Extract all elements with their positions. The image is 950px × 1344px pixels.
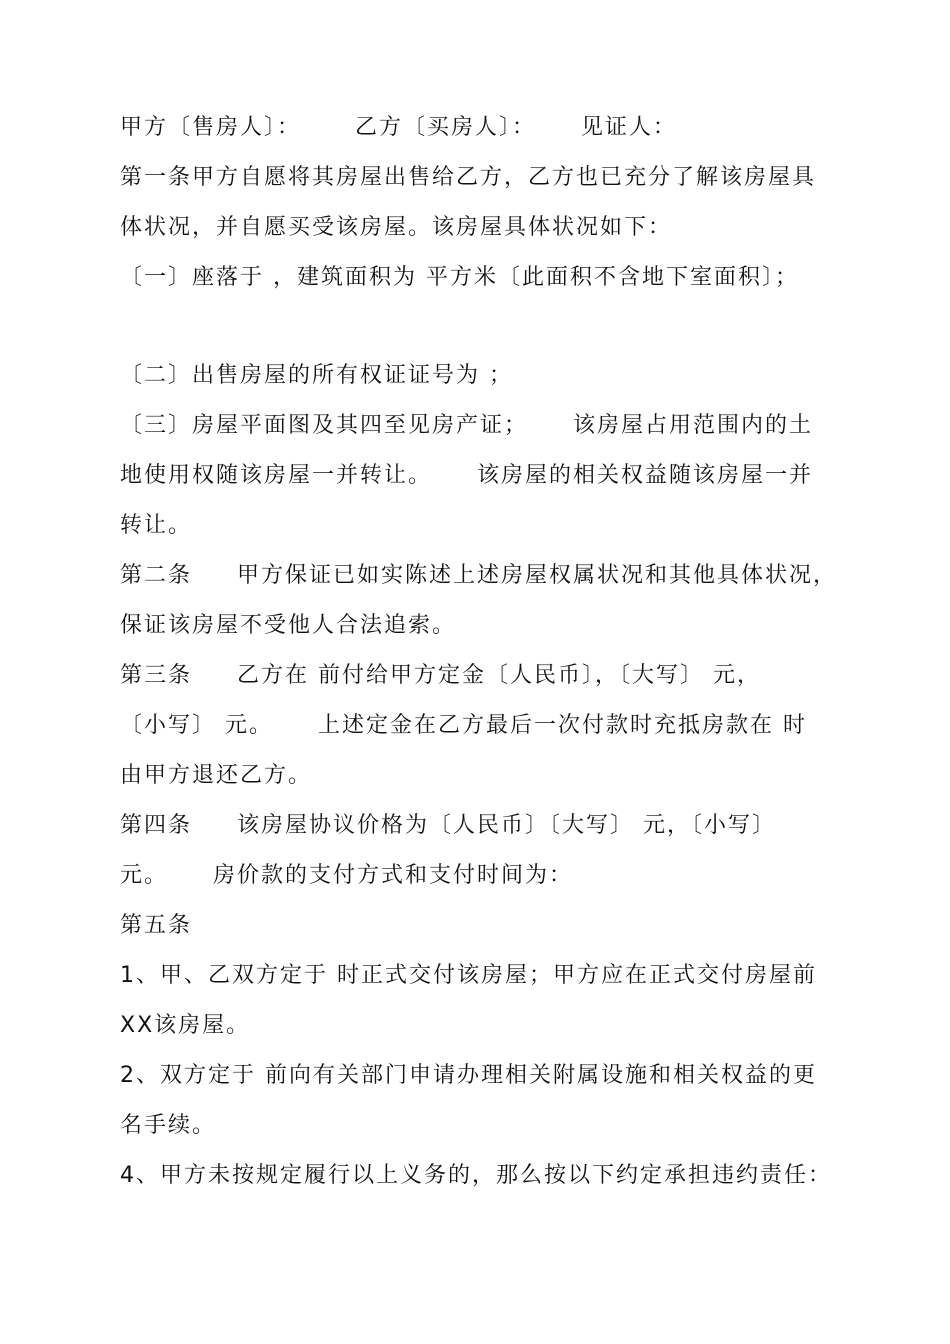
text-line: 转让。 <box>120 513 193 538</box>
text-line: 第五条 <box>120 913 193 938</box>
text-line: 〔二〕出售房屋的所有权证证号为 ； <box>120 363 513 388</box>
text-line: 体状况，并自愿买受该房屋。该房屋具体状况如下： <box>120 215 673 240</box>
text-line: 名手续。 <box>120 1113 217 1138</box>
text-line: 第一条甲方自愿将其房屋出售给乙方，乙方也已充分了解该房屋具 <box>120 165 817 190</box>
text-line: 4、甲方未按规定履行以上义务的，那么按以下约定承担违约责任： <box>120 1163 832 1188</box>
text-line: 〔一〕座落于 ，建筑面积为 平方米〔此面积不含地下室面积〕； <box>120 265 799 290</box>
text-line: 第四条 该房屋协议价格为〔人民币〕〔大写〕 元，〔小写〕 <box>120 813 776 838</box>
text-line: 甲方〔售房人〕： 乙方〔买房人〕： 见证人： <box>120 115 677 140</box>
text-line: 第二条 甲方保证已如实陈述上述房屋权属状况和其他具体状况， <box>120 563 837 588</box>
text-line: 2、双方定于 前向有关部门申请办理相关附属设施和相关权益的更 <box>120 1063 817 1088</box>
text-line: 地使用权随该房屋一并转让。 该房屋的相关权益随该房屋一并 <box>120 463 813 488</box>
text-line: 〔三〕房屋平面图及其四至见房产证； 该房屋占用范围内的土 <box>120 413 813 438</box>
text-line: 由甲方退还乙方。 <box>120 763 313 788</box>
text-line: XX该房屋。 <box>120 1013 251 1038</box>
text-line: 第三条 乙方在 前付给甲方定金〔人民币〕，〔大写〕 元， <box>120 663 761 688</box>
text-line: 1、甲、乙双方定于 时正式交付该房屋；甲方应在正式交付房屋前 <box>120 963 817 988</box>
text-line: 〔小写〕 元。 上述定金在乙方最后一次付款时充抵房款在 时 <box>120 713 807 738</box>
text-line: 保证该房屋不受他人合法追索。 <box>120 613 457 638</box>
text-line: 元。 房价款的支付方式和支付时间为： <box>120 863 573 888</box>
